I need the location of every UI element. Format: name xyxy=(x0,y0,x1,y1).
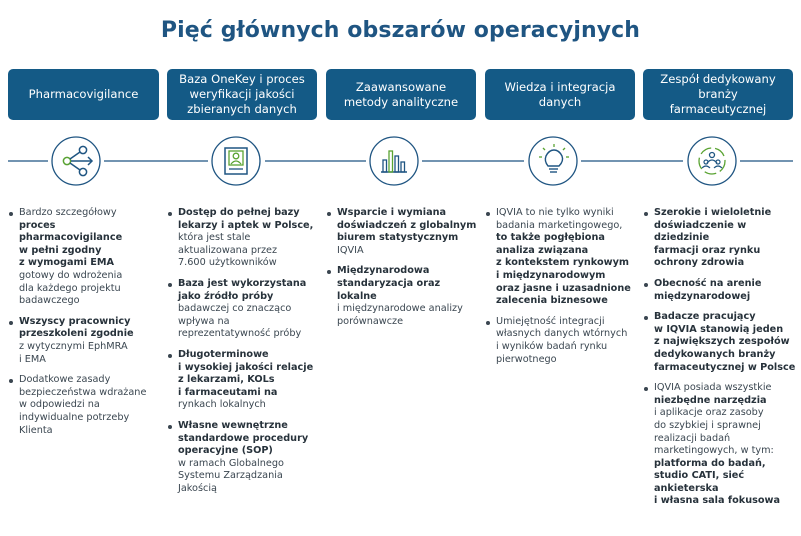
lightbulb-icon xyxy=(529,137,577,185)
header-analytics: Zaawansowane metody analityczne xyxy=(326,69,476,120)
column-pharma-team xyxy=(643,207,801,516)
list-item: Dodatkowe zasady bezpieczeństwa wdrażane w odpowiedzi na indywidualne potrzeby Klienta xyxy=(19,374,158,437)
list-item: Obecność na arenie międzynarodowej xyxy=(654,278,801,303)
header-onekey: Baza OneKey i proces weryfikacji jakości zbieranych danych xyxy=(167,69,317,120)
list-item: Bardzo szczegółowy proces pharmacovigilance w pełni zgodny z wymogami EMA gotowy do wdrożenia dla każdego projektu badawczego xyxy=(19,207,158,308)
column-onekey xyxy=(167,207,319,503)
list-item: Baza jest wykorzystana jako źródło próby badawczej co znacząco wpływa na reprezentatywność próby xyxy=(178,278,319,341)
list-item: Długoterminowe i wysokiej jakości relacje z lekarzami, KOLs i farmaceutami na rynkach lokalnych xyxy=(178,349,319,412)
list-item: Dostęp do pełnej bazy lekarzy i aptek w Polsce, która jest stale aktualizowana przez 7.600 użytkowników xyxy=(178,207,319,270)
column-pharmacovigilance xyxy=(8,207,158,445)
header-knowledge: Wiedza i integracja danych xyxy=(485,69,635,120)
list-item: IQVIA posiada wszystkie niezbędne narzędzia i aplikacje oraz zasoby do szybkiej i sprawnej realizacji badań marketingowych, w tym: platforma do badań, studio CATI, sieć ankieterska i własna sala fokusowa xyxy=(654,382,801,508)
header-pharmacovigilance: Pharmacovigilance xyxy=(8,69,159,120)
page-title: Pięć głównych obszarów operacyjnych xyxy=(160,18,641,43)
list-item: Umiejętność integracji własnych danych wtórnych i wyników badań rynku pierwotnego xyxy=(496,316,637,366)
column-analytics xyxy=(326,207,478,336)
list-item: Własne wewnętrzne standardowe procedury operacyjne (SOP) w ramach Globalnego Systemu Zarządzania Jakością xyxy=(178,420,319,496)
team-cycle-icon xyxy=(688,137,736,185)
header-pharma-team: Zespół dedykowany branży farmaceutycznej xyxy=(643,69,793,120)
share-network-icon xyxy=(52,137,100,185)
list-item: Wszyscy pracownicy przeszkoleni zgodnie z wytycznymi EphMRA i EMA xyxy=(19,316,158,366)
list-item: Wsparcie i wymiana doświadczeń z globalnym biurem statystycznym IQVIA xyxy=(337,207,477,256)
list-item: Międzynarodowa standaryzacja oraz lokalne i międzynarodowe analizy porównawcze xyxy=(337,265,478,328)
list-item: Szerokie i wieloletnie doświadczenie w dziedzinie farmacji oraz rynku ochrony zdrowia xyxy=(654,207,801,270)
list-item: Badacze pracujący w IQVIA stanowią jeden z największych zespołów dedykowanych branży farmaceutycznej w Polsce xyxy=(654,311,801,374)
timeline xyxy=(0,136,801,186)
list-item: IQVIA to nie tylko wyniki badania marketingowego, to także pogłębiona analiza związana z kontekstem rynkowym i międzynarodowym oraz jasne i uzasadnione zalecenia biznesowe xyxy=(496,207,637,308)
bar-chart-icon xyxy=(370,137,418,185)
id-card-icon xyxy=(212,137,260,185)
column-knowledge xyxy=(485,207,637,374)
